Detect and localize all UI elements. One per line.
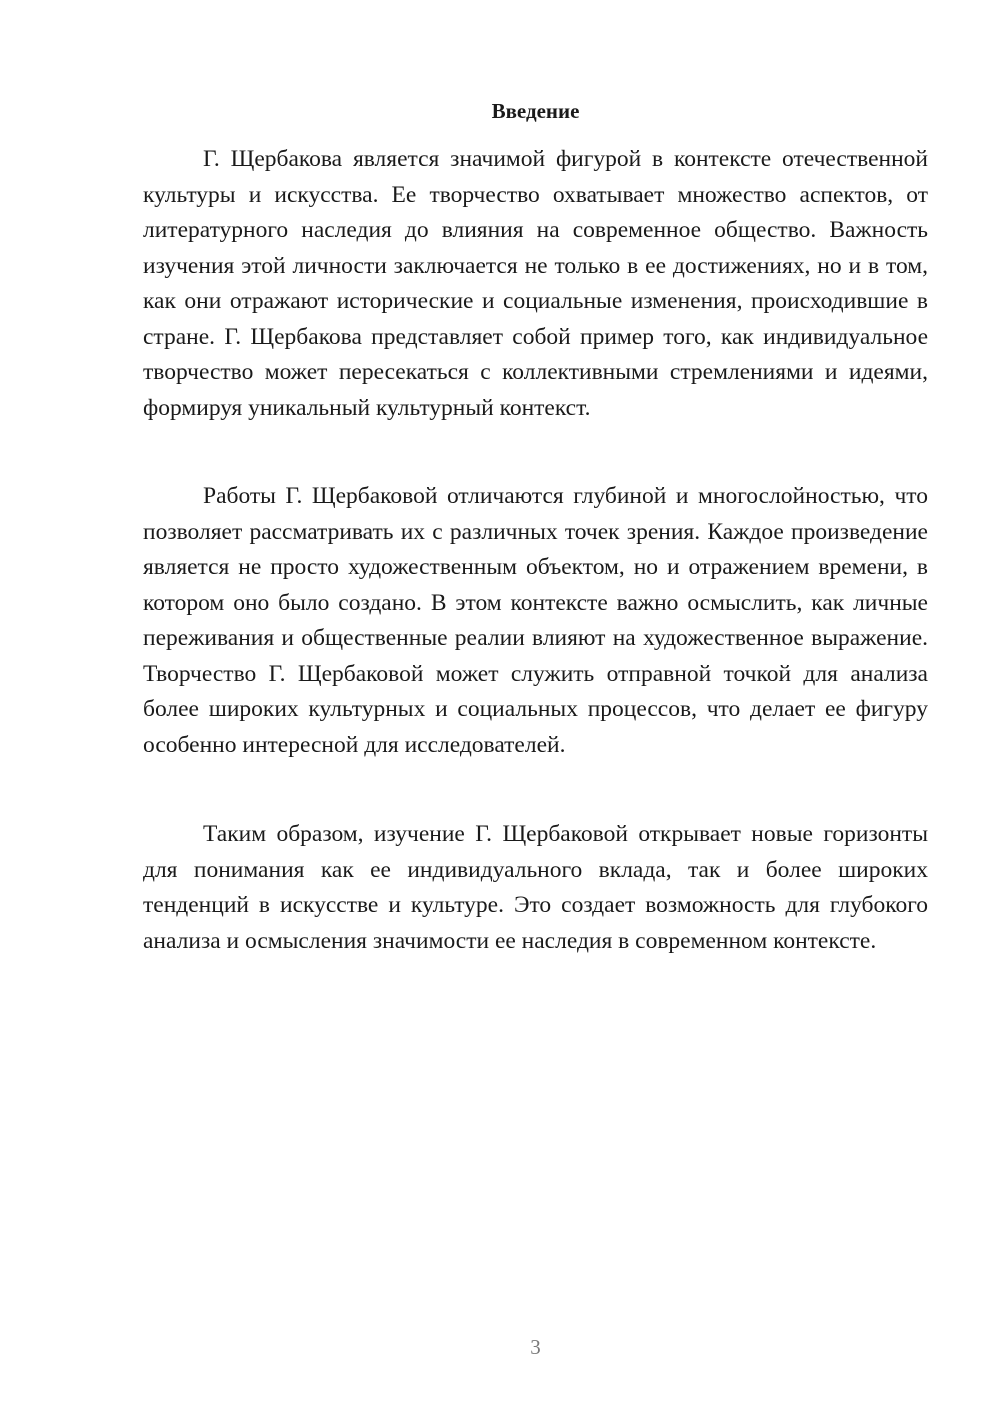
page-number: 3: [530, 1335, 541, 1359]
paragraph-2: Работы Г. Щербаковой отличаются глубиной и многослойностью, что позволяет рассматривать их с различных точек зрения. Каждое произведение является не просто художественным объектом, но и отражением времени, в котором оно было создано. В этом контексте важно осмыслить, как личные переживания и общественные реалии влияют на художественное выражение. Творчество Г. Щербаковой может служить отправной точкой для анализа более широких культурных и социальных процессов, что делает ее фигуру особенно интересной для исследователей.: [143, 483, 928, 758]
paragraph-3: Таким образом, изучение Г. Щербаковой открывает новые горизонты для понимания как ее индивидуального вклада, так и более широких тенденций в искусстве и культуре. Это создает возможность для глубокого анализа и осмысления значимости ее наследия в современном контексте.: [143, 821, 928, 954]
paragraph-1: Г. Щербакова является значимой фигурой в контексте отечественной культуры и искусства. Ее творчество охватывает множество аспектов, от литературного наследия до влияния на современное общество. Важность изучения этой личности заключается не только в ее достижениях, но и в том, как они отражают исторические и социальные изменения, происходившие в стране. Г. Щербакова представляет собой пример того, как индивидуальное творчество может пересекаться с коллективными стремлениями и идеями, формируя уникальный культурный контекст.: [143, 146, 928, 421]
section-heading: Введение: [491, 99, 580, 123]
